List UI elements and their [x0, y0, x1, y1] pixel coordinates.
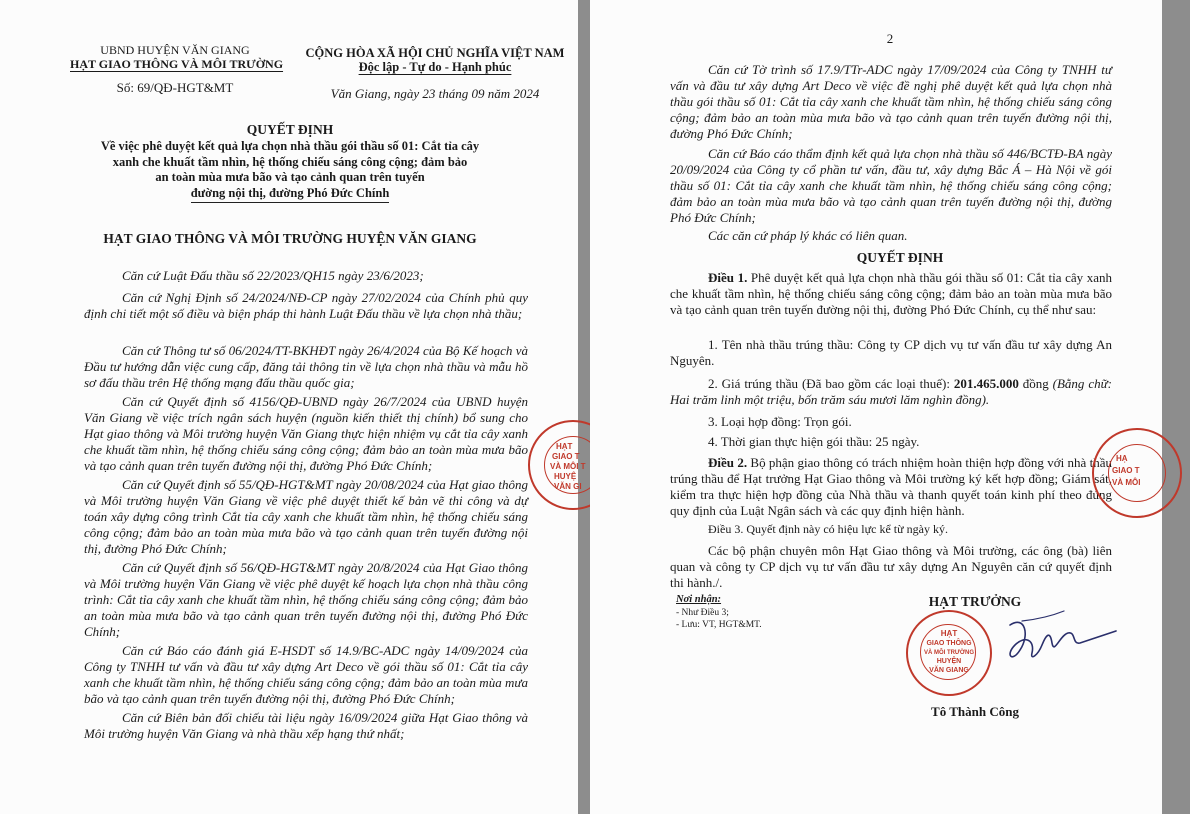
- seal-text: VĂN GI: [554, 482, 582, 491]
- issuing-authority: HẠT GIAO THÔNG VÀ MÔI TRƯỜNG HUYỆN VĂN GIANG: [103, 231, 477, 246]
- legal-basis-3: Căn cứ Thông tư số 06/2024/TT-BKHĐT ngày 26/4/2024 của Bộ Kế hoạch và Đầu tư hướng dẫn việc cung cấp, đăng tải thông tin về lựa chọn nhà thầu và mẫu hồ sơ đấu thầu trên Hệ thống mạng đấu thầu quốc gia;: [84, 343, 528, 390]
- recipients-list: [676, 607, 762, 631]
- edge-seal-partial: [1092, 428, 1182, 518]
- signer-title: HẠT TRƯỞNG: [928, 594, 1022, 609]
- article-3: Điều 3. Quyết định này có hiệu lực kể từ ngày ký.: [708, 522, 948, 536]
- winning-contractor: 1. Tên nhà thầu trúng thầu: Công ty CP dịch vụ tư vấn đầu tư xây dựng An Nguyên.: [670, 337, 1112, 368]
- signer-name: Tô Thành Công: [931, 704, 1019, 719]
- winning-price: 2. Giá trúng thầu (Đã bao gồm các loại thuế): 201.465.000 đồng (Bằng chữ: Hai trăm linh một triệu, bốn trăm sáu mươi lăm nghìn đồng).: [670, 376, 1113, 407]
- document-page-2: [590, 0, 1162, 814]
- seal-text: HẠ: [1116, 454, 1128, 463]
- subject-line: đường nội thị, đường Phó Đức Chính: [191, 186, 390, 204]
- article-1: Điều 1. Phê duyệt kết quả lựa chọn nhà thầu gói thầu số 01: Cắt tỉa cây xanh che khuất tầm nhìn, hệ thống chiếu sáng công cộng; đảm bảo an toàn mùa mưa bão và tạo cảnh quan trên tuyến đường nội thị, đường Phó Đức Chính, cụ thể như sau:: [670, 270, 1113, 317]
- national-title: CỘNG HÒA XÃ HỘI CHỦ NGHĨA VIỆT NAM: [305, 46, 565, 60]
- place-date: Văn Giang, ngày 23 tháng 09 năm 2024: [330, 86, 540, 101]
- legal-basis-11: Các căn cứ pháp lý khác có liên quan.: [708, 228, 908, 243]
- document-page-1: [0, 0, 586, 814]
- organization-header: [70, 43, 284, 71]
- seal-text: HẠT: [940, 629, 958, 638]
- issuing-organization: HẠT GIAO THÔNG VÀ MÔI TRƯỜNG: [70, 57, 284, 71]
- recipient-item: - Như Điều 3;: [676, 608, 729, 618]
- subject-line: xanh che khuất tầm nhìn, hệ thống chiếu sáng công cộng; đảm bảo: [112, 154, 468, 169]
- national-motto: [300, 46, 570, 74]
- seal-text: VÀ MÔI TRƯỜNG: [923, 650, 975, 656]
- parent-organization: UBND HUYỆN VĂN GIANG: [100, 43, 250, 57]
- subject-line: an toàn mùa mưa bão và tạo cảnh quan trên tuyến: [155, 170, 425, 184]
- legal-basis-10: Căn cứ Báo cáo thẩm định kết quả lựa chọn nhà thầu số 446/BCTĐ-BA ngày 20/09/2024 của Công ty cổ phần tư vấn, đầu tư, xây dựng Bắc Á – Hà Nội về gói thầu số 01: Cắt tỉa cây xanh che khuất tầm nhìn, hệ thống chiếu sáng công cộng; đảm bảo an toàn mùa mưa bão và tạo cảnh quan trên tuyến đường nội thị, đường Phó Đức Chính;: [670, 146, 1112, 225]
- legal-basis-6: Căn cứ Quyết định số 56/QĐ-HGT&MT ngày 20/8/2024 của Hạt Giao thông và Môi trường huyện Văn Giang về việc phê duyệt kế hoạch lựa chọn nhà thầu công trình: Cắt tỉa cây xanh che khuất tầm nhìn, hệ thống chiếu sáng công cộng; đảm bảo an toàn mùa mưa bão và tạo cảnh quan trên tuyến đường nội thị, đường Phó Đức Chính;: [84, 560, 528, 639]
- seal-text: GIAO T: [1112, 466, 1140, 475]
- seal-text: HẠT: [556, 442, 573, 451]
- document-subject: [20, 139, 560, 203]
- recipient-item: - Lưu: VT, HGT&MT.: [676, 620, 762, 630]
- seal-text: VĂN GIANG: [929, 667, 969, 674]
- recipients-title: Nơi nhận:: [676, 594, 722, 605]
- decision-heading: QUYẾT ĐỊNH: [856, 250, 944, 265]
- document-type: QUYẾT ĐỊNH: [246, 122, 334, 137]
- seal-text: VÀ MÔI: [1112, 478, 1141, 487]
- legal-basis-7: Căn cứ Báo cáo đánh giá E-HSDT số 14.9/BC-ADC ngày 14/09/2024 của Công ty TNHH tư vấn và đầu tư xây dựng Art Deco về gói thầu số 01: Cắt tỉa cây xanh che khuất tầm nhìn, hệ thống chiếu sáng công cộng; đảm bảo an toàn mùa mưa bão và tạo cảnh quan trên tuyến đường nội thị, đường Phó Đức Chính;: [84, 643, 528, 706]
- legal-basis-2: Căn cứ Nghị Định số 24/2024/NĐ-CP ngày 27/02/2024 của Chính phủ quy định chi tiết một số điều và biện pháp thi hành Luật Đấu thầu về lựa chọn nhà thầu;: [84, 290, 528, 321]
- contract-type: 3. Loại hợp đồng: Trọn gói.: [708, 414, 852, 429]
- page-number: 2: [886, 31, 894, 46]
- seal-text: HUYỆ: [554, 472, 577, 481]
- closing-paragraph: Các bộ phận chuyên môn Hạt Giao thông và Môi trường, các ông (bà) liên quan và công ty CP dịch vụ tư vấn đầu tư xây dựng An Nguyên căn cứ quyết định thi hành./.: [670, 543, 1112, 590]
- seal-text: HUYỆN: [936, 658, 962, 665]
- handwritten-signature: [980, 605, 1120, 675]
- legal-basis-8: Căn cứ Biên bản đối chiếu tài liệu ngày 16/09/2024 giữa Hạt Giao thông và Môi trường huyện Văn Giang và nhà thầu xếp hạng thứ nhất;: [84, 710, 528, 741]
- legal-basis-4: Căn cứ Quyết định số 4156/QĐ-UBND ngày 26/7/2024 của UBND huyện Văn Giang về việc trích ngân sách huyện (nguồn kiến thiết thị chính) bổ sung cho Hạt giao thông và Môi trường huyện Văn Giang thực hiện nhiệm vụ cắt tỉa cây xanh che khuất tầm nhìn, hệ thống chiếu sáng công cộng; đảm bảo an toàn mùa mưa bão và tạo cảnh quan trên tuyến đường nội thị, đường Phó Đức Chính;: [84, 394, 528, 473]
- motto-subtitle: Độc lập - Tự do - Hạnh phúc: [358, 60, 512, 74]
- subject-line: Về việc phê duyệt kết quả lựa chọn nhà thầu gói thầu số 01: Cắt tỉa cây: [100, 139, 480, 153]
- article-2: Điều 2. Bộ phận giao thông có trách nhiệm hoàn thiện hợp đồng với nhà thầu trúng thầu để Hạt trưởng Hạt Giao thông và Môi trường ký kết hợp đồng; Giám sát, kiểm tra thực hiện hợp đồng của Nhà thầu và thanh quyết toán kinh phí theo đúng quy định của Luật Ngân sách và các quy định hiện hành.: [670, 455, 1112, 518]
- legal-basis-9: Căn cứ Tờ trình số 17.9/TTr-ADC ngày 17/09/2024 của Công ty TNHH tư vấn và đầu tư xây dựng Art Deco về việc đề nghị phê duyệt kết quả lựa chọn nhà thầu gói thầu số 01: Cắt tỉa cây xanh che khuất tầm nhìn, hệ thống chiếu sáng công cộng; đảm bảo an toàn mùa mưa bão và tạo cảnh quan trên tuyến đường nội thị, đường Phó Đức Chính;: [670, 62, 1112, 141]
- legal-basis-5: Căn cứ Quyết định số 55/QĐ-HGT&MT ngày 20/08/2024 của Hạt giao thông và Môi trường huyện Văn Giang về việc phê duyệt thiết kế bản vẽ thi công và dự toán xây dựng công trình Cắt tỉa cây xanh che khuất tầm nhìn, hệ thống chiếu sáng công cộng; đảm bảo an toàn mùa mưa bão và tạo cảnh quan trên tuyến đường nội thị, đường Phó Đức Chính;: [84, 477, 528, 556]
- document-number: Số: 69/QĐ-HGT&MT: [116, 80, 234, 95]
- seal-text: GIAO T: [552, 452, 580, 461]
- seal-text: VÀ MÔI T: [550, 462, 586, 471]
- seal-text: GIAO THÔNG: [926, 640, 972, 647]
- execution-time: 4. Thời gian thực hiện gói thầu: 25 ngày.: [708, 434, 920, 449]
- legal-basis-1: Căn cứ Luật Đấu thầu số 22/2023/QH15 ngày 23/6/2023;: [122, 268, 424, 283]
